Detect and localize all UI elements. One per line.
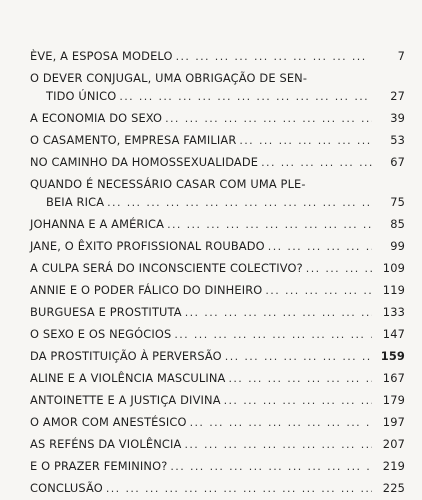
toc-entry-title: ANTOINETTE E A JUSTIÇA DIVINA: [30, 392, 221, 407]
toc-leader-dots: [107, 197, 372, 208]
toc-leader-dots: [268, 241, 372, 252]
toc-leader-dots: [261, 157, 372, 168]
toc-entry-page: 39: [390, 110, 405, 125]
toc-entry-page: 133: [382, 304, 405, 319]
toc-entry-page: 159: [380, 348, 405, 363]
toc-entry: [30, 40, 405, 62]
toc-leader-dots: [225, 351, 372, 362]
toc-entry-page: 27: [390, 88, 405, 103]
toc-leader-dots: [184, 439, 372, 450]
toc-entry-title: CONCLUSÃO: [30, 480, 103, 495]
toc-leader-dots: [185, 307, 372, 318]
toc-leader-dots: [306, 263, 372, 274]
toc-entry-title: ÈVE, A ESPOSA MODELO: [30, 48, 173, 63]
toc-entry-page: 197: [382, 414, 405, 429]
toc-entry-page: 219: [382, 458, 405, 473]
toc-entry: [30, 428, 405, 450]
toc-entry: [30, 296, 405, 318]
toc-entry-title: A CULPA SERÁ DO INCONSCIENTE COLECTIVO?: [30, 260, 303, 275]
toc-entry: [30, 62, 405, 102]
toc-entry-title: O SEXO E OS NEGÓCIOS: [30, 326, 172, 341]
toc-leader-dots: [170, 461, 372, 472]
toc-leader-dots: [119, 91, 372, 102]
toc-entry-title: AS REFÉNS DA VIOLÊNCIA: [30, 436, 182, 451]
toc-entry-title: JANE, O ÊXITO PROFISSIONAL ROUBADO: [30, 238, 265, 253]
toc-entry-page: 225: [382, 480, 405, 495]
toc-entry-title: QUANDO É NECESSÁRIO CASAR COM UMA PLE-: [30, 177, 306, 192]
toc-entry-title: O AMOR COM ANESTÉSICO: [30, 414, 187, 429]
toc-entry: [30, 472, 405, 494]
toc-entry: [30, 406, 405, 428]
toc-leader-dots: [106, 483, 372, 494]
toc-leader-dots: [176, 51, 372, 62]
toc-leader-dots: [224, 395, 372, 406]
toc-entry-page: 67: [390, 154, 405, 169]
toc-entry-page: 207: [382, 436, 405, 451]
toc-entry-title-continuation: BEIA RICA: [46, 194, 105, 209]
toc-entry-title: ALINE E A VIOLÊNCIA MASCULINA: [30, 370, 226, 385]
toc-entry-title: NO CAMINHO DA HOMOSSEXUALIDADE: [30, 154, 259, 169]
toc-entry: [30, 124, 405, 146]
toc-entry: [30, 362, 405, 384]
toc-entry-page: 53: [390, 132, 405, 147]
toc-entry-page: 7: [397, 48, 405, 63]
toc-entry-title: ANNIE E O PODER FÁLICO DO DINHEIRO: [30, 282, 263, 297]
toc-entry: [30, 318, 405, 340]
toc-leader-dots: [174, 329, 372, 340]
toc-entry-title: O DEVER CONJUGAL, UMA OBRIGAÇÃO DE SEN-: [30, 71, 308, 86]
toc-entry-title: DA PROSTITUIÇÃO À PERVERSÃO: [30, 348, 222, 363]
toc-leader-dots: [165, 113, 372, 124]
toc-leader-dots: [167, 219, 372, 230]
toc-entry-page: 147: [382, 326, 405, 341]
toc-entry-page: 75: [390, 194, 405, 209]
toc-entry: [30, 146, 405, 168]
toc-entry-page: 109: [382, 260, 405, 275]
toc-entry: [30, 384, 405, 406]
toc-entry-page: 119: [382, 282, 405, 297]
toc-leader-dots: [265, 285, 372, 296]
toc-entry-page: 85: [390, 216, 405, 231]
toc-entry-title: E O PRAZER FEMININO?: [30, 458, 168, 473]
toc-entry: [30, 208, 405, 230]
toc-entry: [30, 340, 405, 362]
toc-entry-page: 167: [382, 370, 405, 385]
toc-entry: [30, 252, 405, 274]
toc-entry-page: 99: [390, 238, 405, 253]
toc-entry: [30, 274, 405, 296]
toc-entry-title: O CASAMENTO, EMPRESA FAMILIAR: [30, 132, 237, 147]
toc-entry: [30, 168, 405, 208]
toc-entry-title-continuation: TIDO ÚNICO: [46, 88, 117, 103]
toc-entry-title: BURGUESA E PROSTITUTA: [30, 304, 182, 319]
toc-leader-dots: [228, 373, 372, 384]
toc-entry-title: JOHANNA E A AMÉRICA: [30, 216, 165, 231]
toc-entry-title: A ECONOMIA DO SEXO: [30, 110, 163, 125]
toc-entry: [30, 230, 405, 252]
toc-entry: [30, 102, 405, 124]
table-of-contents: [30, 40, 405, 494]
toc-entry: [30, 450, 405, 472]
toc-leader-dots: [239, 135, 372, 146]
toc-leader-dots: [190, 417, 372, 428]
toc-entry-page: 179: [382, 392, 405, 407]
